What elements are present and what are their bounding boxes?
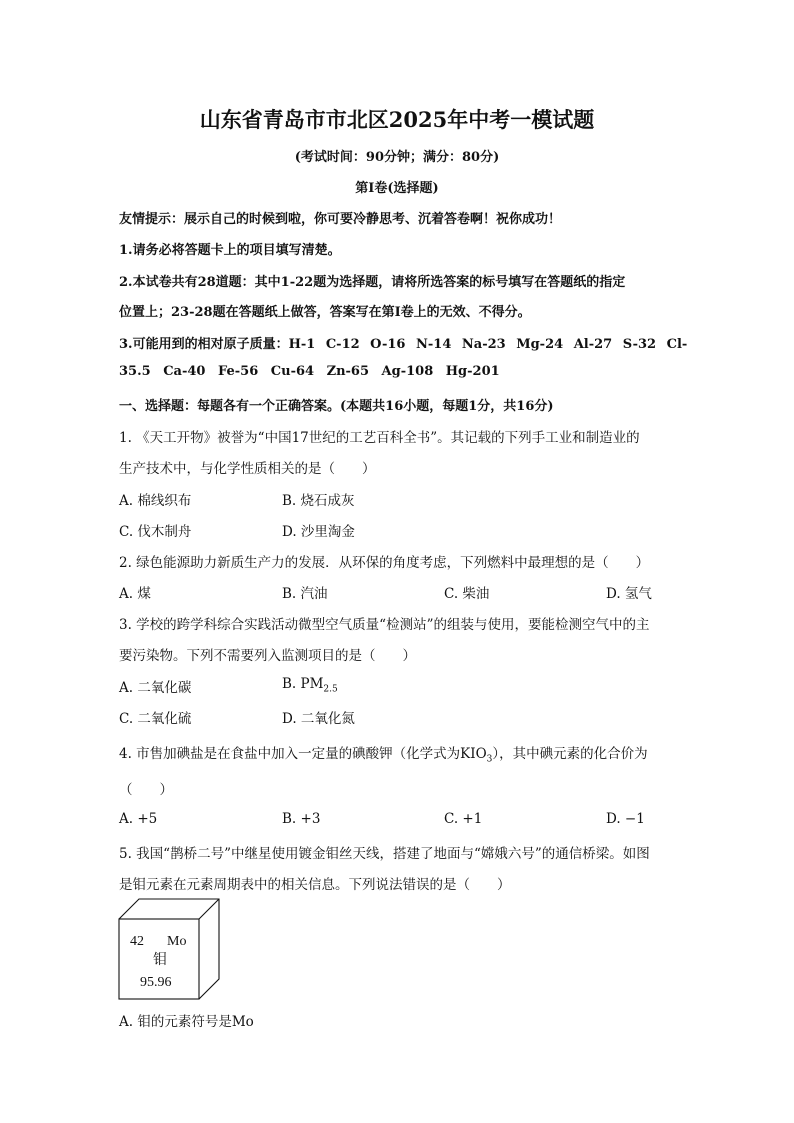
note-2-line-1: 2.本试卷共有28道题：其中1-22题为选择题，请将所选答案的标号填写在答题纸的指定	[119, 275, 626, 290]
q1-option-c: C. 伐木制舟	[119, 524, 192, 540]
q4-stem-line-1	[119, 742, 648, 765]
q2-option-d: D. 氢气	[606, 586, 652, 602]
q2-stem: 2. 绿色能源助力新质生产力的发展．从环保的角度考虑，下列燃料中最理想的是（ ）	[119, 555, 650, 571]
element-symbol: Mo	[167, 934, 187, 949]
element-name: 钼	[153, 953, 167, 968]
q4-stem-line-2: （ ）	[119, 782, 173, 798]
q2-option-c: C. 柴油	[444, 586, 490, 602]
note-2-line-2: 位置上；23-28题在答题纸上做答，答案写在第I卷上的无效、不得分。	[119, 305, 531, 320]
note-1: 1.请务必将答题卡上的项目填写清楚。	[119, 243, 341, 258]
element-cell-figure	[118, 898, 222, 1006]
note-3-line-2: 35.5 Ca-40 Fe-56 Cu-64 Zn-65 Ag-108 Hg-201	[119, 364, 500, 379]
volume-heading: 第I卷(选择题)	[355, 181, 439, 196]
q3-option-c: C. 二氧化硫	[119, 711, 192, 727]
q4-option-b: B. +3	[282, 811, 321, 827]
q1-stem-line-2: 生产技术中，与化学性质相关的是（ ）	[119, 461, 376, 477]
q5-option-a: A. 钼的元素符号是Mo	[119, 1014, 254, 1030]
q4-formula-subscript: 3	[486, 754, 493, 765]
exam-info: (考试时间：90分钟；满分：80分)	[294, 150, 500, 165]
q3-stem-line-1: 3. 学校的跨学科综合实践活动微型空气质量“检测站”的组装与使用，要能检测空气中的主	[119, 617, 650, 633]
element-atomic-number: 42	[130, 934, 144, 949]
note-3-line-1: 3.可能用到的相对原子质量：H-1 C-12 O-16 N-14 Na-23 Mg-24 Al-27 S-32 Cl-	[119, 337, 688, 352]
section-1-heading: 一、选择题：每题各有一个正确答案。(本题共16小题，每题1分，共16分)	[119, 399, 554, 414]
q2-option-a: A. 煤	[119, 586, 151, 602]
q3-stem-line-2: 要污染物。下列不需要列入监测项目的是（ ）	[119, 648, 416, 664]
q4-option-a: A. +5	[119, 811, 158, 827]
q3-option-b-subscript: 2.5	[323, 684, 338, 695]
q3-option-b-main: B. PM	[282, 676, 324, 692]
element-atomic-mass: 95.96	[140, 975, 172, 990]
q3-option-d: D. 二氧化氮	[282, 711, 355, 727]
q1-option-d: D. 沙里淘金	[282, 524, 355, 540]
q1-stem-line-1: 1. 《天工开物》被誉为“中国17世纪的工艺百科全书”。其记载的下列手工业和制造业的	[119, 430, 640, 446]
friendly-tip: 友情提示：展示自己的时候到啦，你可要冷静思考、沉着答卷啊！祝你成功！	[119, 212, 562, 227]
q1-option-a: A. 棉线织布	[119, 493, 192, 509]
q3-option-b	[282, 676, 338, 695]
q4-stem-post: ），其中碘元素的化合价为	[492, 746, 648, 762]
q3-option-a: A. 二氧化碳	[119, 680, 192, 696]
q4-option-d: D. −1	[606, 811, 645, 827]
q1-option-b: B. 烧石成灰	[282, 493, 355, 509]
q4-option-c: C. +1	[444, 811, 483, 827]
q5-stem-line-2: 是钼元素在元素周期表中的相关信息。下列说法错误的是（ ）	[119, 877, 511, 893]
exam-title: 山东省青岛市市北区2025年中考一模试题	[199, 107, 595, 132]
q5-stem-line-1: 5. 我国“鹊桥二号”中继星使用镀金钼丝天线，搭建了地面与“嫦娥六号”的通信桥梁。如图	[119, 846, 650, 862]
q2-option-b: B. 汽油	[282, 586, 328, 602]
q4-stem-pre: 4. 市售加碘盐是在食盐中加入一定量的碘酸钾（化学式为KIO	[119, 746, 487, 762]
